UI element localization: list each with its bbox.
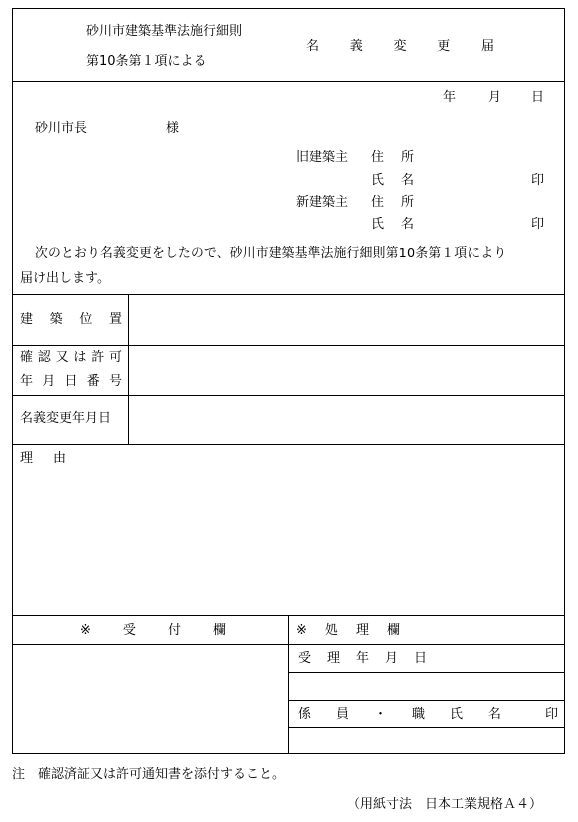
addressee-mayor: 砂川市長: [35, 121, 88, 136]
processing-divider-2: [288, 700, 565, 701]
row-divider-2: [12, 395, 565, 396]
statement-line1: 次のとおり名義変更をしたので、砂川市建築基準法施行細則第10条第１項により: [35, 246, 507, 261]
date-year-label: 年: [443, 90, 457, 105]
statement-line2: 届け出します。: [20, 271, 110, 286]
building-location-label: 建 築 位 置: [20, 312, 122, 327]
label-column-divider: [128, 294, 129, 444]
law-reference-line1: 砂川市建築基準法施行細則: [86, 24, 243, 39]
received-date-label: 受 理 年 月 日: [298, 651, 427, 666]
change-date-field[interactable]: [130, 397, 563, 443]
paper-size-note: （用紙寸法 日本工業規格Ａ４）: [347, 797, 543, 812]
old-owner-name-label: 氏 名: [371, 173, 414, 188]
row-divider-1: [12, 345, 565, 346]
statement-divider: [12, 294, 565, 295]
date-day-label: 日: [531, 90, 545, 105]
new-owner-seal: 印: [531, 217, 545, 232]
reason-label: 理 由: [20, 451, 66, 466]
reception-field[interactable]: [14, 646, 286, 752]
form-title: 名 義 変 更 届: [306, 39, 494, 54]
confirmation-field[interactable]: [130, 347, 563, 394]
staff-seal: 印: [545, 707, 559, 722]
date-month-label: 月: [488, 90, 502, 105]
addressee-honorific: 様: [166, 121, 180, 136]
old-owner-seal: 印: [531, 173, 545, 188]
new-owner-address-label: 住 所: [371, 195, 414, 210]
processing-divider-1: [288, 672, 565, 673]
confirmation-label-line2: 年 月 日 番 号: [20, 374, 122, 389]
law-reference-line2: 第10条第１項による: [86, 54, 207, 69]
building-location-field[interactable]: [130, 296, 563, 344]
new-owner-name-label: 氏 名: [371, 217, 414, 232]
old-owner-label: 旧建築主: [296, 150, 349, 165]
reason-field[interactable]: [14, 470, 563, 613]
confirmation-label-line1: 確 認 又 は 許 可: [20, 350, 122, 365]
attachment-note: 注 確認済証又は許可通知書を添付すること。: [12, 767, 286, 782]
processing-divider-3: [288, 727, 565, 728]
staff-name-label: 係 員 ・ 職 氏 名: [298, 707, 501, 722]
change-date-label: 名義変更年月日: [20, 411, 112, 426]
reception-label: ※ 受 付 欄: [80, 623, 226, 638]
processing-label: ※ 処 理 欄: [296, 623, 400, 638]
old-owner-address-label: 住 所: [371, 150, 414, 165]
header-divider: [12, 81, 565, 82]
bottom-column-divider: [288, 615, 289, 754]
row-divider-3: [12, 444, 565, 445]
new-owner-label: 新建築主: [296, 195, 349, 210]
